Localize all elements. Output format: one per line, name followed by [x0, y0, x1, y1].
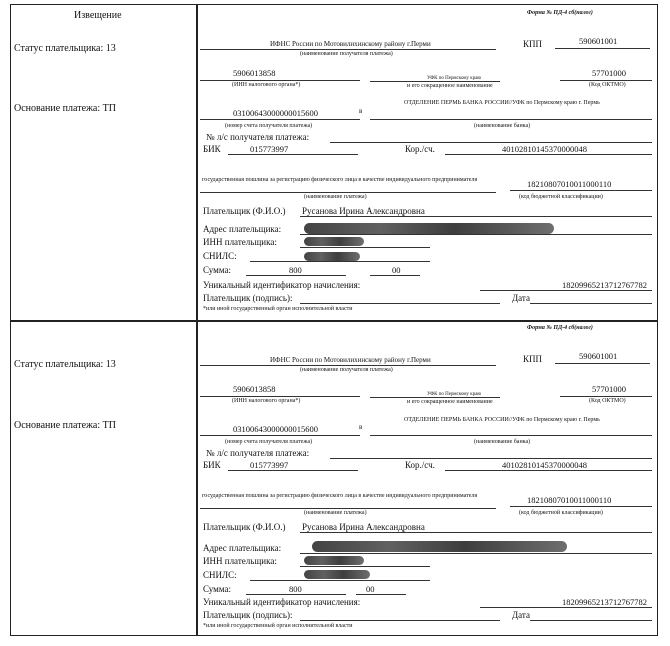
kbk-value: 18210807010011000110 — [527, 179, 612, 189]
kpp-line — [555, 363, 650, 364]
ufk-line — [370, 397, 500, 398]
payer-inn-line — [300, 566, 430, 567]
snils-label: СНИЛС: — [203, 251, 237, 261]
uin-label: Уникальный идентификатор начисления: — [203, 280, 361, 290]
recipient-name: ИФНС России по Мотовилихинскому району г.Перми — [270, 356, 431, 364]
payer-label: Плательщик (Ф.И.О.) — [203, 206, 286, 216]
oktmo-line — [560, 80, 652, 81]
ufk-name: УФК по Пермскому краю — [427, 76, 482, 81]
kpp-value: 590601001 — [579, 36, 618, 46]
redacted-inn — [304, 237, 364, 246]
sum-label: Сумма: — [203, 584, 231, 594]
kpp-line — [555, 48, 650, 49]
payer-name: Русанова Ирина Александровна — [302, 522, 425, 532]
personal-account-line — [330, 142, 652, 143]
corr-line — [445, 470, 652, 471]
redacted-address — [312, 541, 567, 552]
inn-value: 5906013858 — [233, 384, 276, 394]
signature-label: Плательщик (подпись): — [203, 610, 293, 620]
notice-title: Извещение — [74, 10, 122, 21]
redacted-snils — [304, 570, 370, 579]
recipient-line — [200, 49, 496, 50]
redacted-snils — [304, 252, 360, 261]
kbk-caption: (код бюджетной классификации) — [519, 510, 603, 516]
bik-line — [228, 470, 358, 471]
corr-value: 40102810145370000048 — [502, 144, 587, 154]
kbk-line — [510, 506, 652, 507]
sum-label: Сумма: — [203, 265, 231, 275]
column-divider — [196, 4, 198, 635]
bank-name: ОТДЕЛЕНИЕ ПЕРМЬ БАНКА РОССИИ//УФК по Пермскому краю г. Пермь — [404, 100, 600, 106]
address-label: Адрес плательщика: — [203, 224, 282, 234]
address-line — [300, 553, 652, 554]
payment-name: государственная пошлина за регистрацию физического лица в качестве индивидуального предпринимателя — [202, 177, 478, 183]
personal-account-label: № л/с получателя платежа: — [206, 132, 310, 142]
kbk-value: 18210807010011000110 — [527, 495, 612, 505]
payer-status: Статус плательщика: 13 — [14, 359, 116, 370]
bank-caption: (наименование банка) — [474, 439, 531, 445]
inn-value: 5906013858 — [233, 68, 276, 78]
oktmo-value: 57701000 — [592, 68, 626, 78]
bik-value: 015773997 — [250, 144, 289, 154]
corr-line — [445, 154, 652, 155]
payer-inn-label: ИНН плательщика: — [203, 556, 277, 566]
payment-name-line — [200, 192, 496, 193]
account-caption: (номер счета получателя платежа) — [225, 123, 313, 129]
sum-rub-line — [246, 594, 346, 595]
recipient-name: ИФНС России по Мотовилихинскому району г.Перми — [270, 40, 431, 48]
payer-name: Русанова Ирина Александровна — [302, 206, 425, 216]
ufk-caption: и его сокращенное наименование — [407, 399, 493, 405]
personal-account-label: № л/с получателя платежа: — [206, 448, 310, 458]
oktmo-caption: (Код ОКТМО) — [589, 82, 626, 88]
payer-line — [300, 532, 652, 533]
bank-name: ОТДЕЛЕНИЕ ПЕРМЬ БАНКА РОССИИ//УФК по Пермскому краю г. Пермь — [404, 417, 600, 423]
snils-label: СНИЛС: — [203, 570, 237, 580]
payment-basis: Основание платежа: ТП — [14, 103, 116, 114]
snils-line — [250, 580, 430, 581]
ufk-line — [370, 81, 500, 82]
address-label: Адрес плательщика: — [203, 543, 282, 553]
date-label: Дата — [512, 610, 530, 620]
signature-line — [300, 303, 500, 304]
form-title: Форма № ПД-4 сб(налог) — [527, 10, 593, 16]
bik-label: БИК — [203, 144, 221, 154]
account-value: 03100643000000015600 — [233, 424, 318, 434]
sum-kop: 00 — [392, 265, 401, 275]
payment-name-caption: (наименование платежа) — [304, 194, 367, 200]
account-line — [200, 435, 360, 436]
v-label: в — [359, 107, 363, 115]
bik-line — [228, 154, 358, 155]
sum-rub-line — [246, 275, 346, 276]
footnote: *или иной государственный орган исполнительной власти — [203, 306, 353, 312]
uin-line — [480, 290, 652, 291]
signature-line — [300, 620, 500, 621]
uin-value: 18209965213712767782 — [562, 597, 647, 607]
sum-kop-line — [370, 275, 420, 276]
inn-caption: (ИНН налогового органа*) — [232, 82, 301, 88]
inn-line — [200, 396, 360, 397]
uin-line — [480, 607, 652, 608]
payer-line — [300, 216, 652, 217]
bank-caption: (наименование банка) — [474, 123, 531, 129]
corr-label: Кор./сч. — [405, 460, 435, 470]
ufk-name: УФК по Пермскому краю — [427, 392, 482, 397]
section-divider — [10, 320, 657, 322]
kbk-caption: (код бюджетной классификации) — [519, 194, 603, 200]
corr-label: Кор./сч. — [405, 144, 435, 154]
payer-status: Статус плательщика: 13 — [14, 43, 116, 54]
bik-label: БИК — [203, 460, 221, 470]
oktmo-caption: (Код ОКТМО) — [589, 398, 626, 404]
address-line — [300, 234, 652, 235]
account-caption: (номер счета получателя платежа) — [225, 439, 313, 445]
uin-value: 18209965213712767782 — [562, 280, 647, 290]
inn-caption: (ИНН налогового органа*) — [232, 398, 301, 404]
snils-line — [250, 261, 430, 262]
bik-value: 015773997 — [250, 460, 289, 470]
inn-line — [200, 80, 360, 81]
recipient-caption: (наименование получателя платежа) — [300, 367, 393, 373]
personal-account-line — [330, 458, 652, 459]
kbk-line — [510, 190, 652, 191]
redacted-address — [304, 223, 554, 234]
payer-inn-line — [300, 247, 430, 248]
payment-name: государственная пошлина за регистрацию физического лица в качестве индивидуального предпринимателя — [202, 493, 478, 499]
payment-basis: Основание платежа: ТП — [14, 420, 116, 431]
recipient-line — [200, 365, 496, 366]
bank-line — [370, 119, 652, 120]
uin-label: Уникальный идентификатор начисления: — [203, 597, 361, 607]
payer-inn-label: ИНН плательщика: — [203, 237, 277, 247]
signature-label: Плательщик (подпись): — [203, 293, 293, 303]
account-line — [200, 119, 360, 120]
payment-name-caption: (наименование платежа) — [304, 510, 367, 516]
sum-rub: 800 — [289, 265, 302, 275]
kpp-label: КПП — [523, 39, 543, 49]
payer-label: Плательщик (Ф.И.О.) — [203, 522, 286, 532]
kpp-label: КПП — [523, 354, 543, 364]
recipient-caption: (наименование получателя платежа) — [300, 51, 393, 57]
corr-value: 40102810145370000048 — [502, 460, 587, 470]
v-label: в — [359, 423, 363, 431]
bank-line — [370, 435, 652, 436]
sum-kop: 00 — [366, 584, 375, 594]
date-line — [530, 303, 652, 304]
payment-name-line — [200, 508, 496, 509]
redacted-inn — [304, 556, 364, 565]
form-title: Форма № ПД-4 сб(налог) — [527, 325, 593, 331]
oktmo-line — [560, 396, 652, 397]
kpp-value: 590601001 — [579, 351, 618, 361]
sum-rub: 800 — [289, 584, 302, 594]
date-label: Дата — [512, 293, 530, 303]
ufk-caption: и его сокращенное наименование — [407, 83, 493, 89]
date-line — [530, 620, 652, 621]
account-value: 03100643000000015600 — [233, 108, 318, 118]
oktmo-value: 57701000 — [592, 384, 626, 394]
sum-kop-line — [356, 594, 406, 595]
footnote: *или иной государственный орган исполнительной власти — [203, 623, 353, 629]
